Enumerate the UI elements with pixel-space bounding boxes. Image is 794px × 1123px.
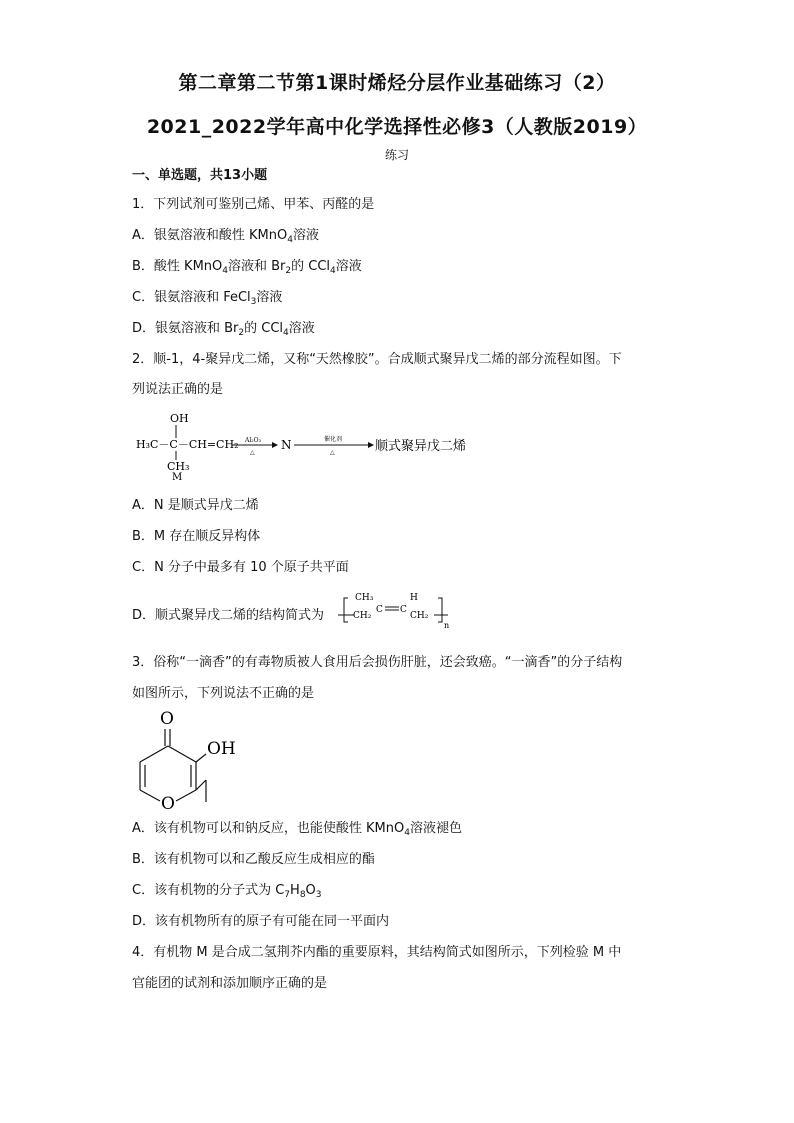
q3-option-c [132, 879, 322, 898]
q3-a-sub: 4 [404, 828, 410, 838]
mol-bond-c6-o [140, 790, 160, 801]
q1-b-text: B．酸性 KMnO [132, 259, 223, 274]
bracket-right [438, 598, 442, 622]
q1-option-c [132, 286, 282, 305]
poly-ch2-right: CH₂ [410, 611, 429, 621]
scheme-arrowhead-1 [272, 442, 278, 448]
q1-d-text3: 溶液 [288, 321, 315, 336]
q1-a-text: A．银氨溶液和酸性 KMnO [132, 228, 288, 243]
poly-c1: C [376, 605, 383, 615]
q2-option-c: C．N 分子中最多有 10 个原子共平面 [132, 560, 349, 575]
q1-b-sub1: 4 [222, 266, 228, 276]
q1-option-a [132, 224, 319, 243]
q1-d-sub2: 4 [283, 328, 289, 338]
q3-c-sub2: 8 [299, 890, 306, 900]
q4-stem-line-2: 官能团的试剂和添加顺序正确的是 [132, 976, 328, 991]
mol-oh: OH [207, 739, 236, 759]
q3-option-d: D．该有机物所有的原子有可能在同一平面内 [132, 914, 390, 929]
q3-stem-line-1: 3．俗称“一滴香”的有毒物质被人食用后会损伤肝脏，还会致癌。“一滴香”的分子结构 [132, 655, 623, 670]
scheme-arrow2-bottom: △ [330, 449, 335, 456]
q1-b-sub3: 4 [330, 266, 336, 276]
scheme-m-label: M [172, 472, 183, 480]
q1-option-d [132, 317, 315, 336]
mol-bond-methyl-1 [196, 780, 206, 790]
q3-c-text2: H [290, 883, 300, 898]
poly-ch2-left: CH₂ [353, 611, 372, 621]
q1-a-sub: 4 [287, 235, 293, 245]
scheme-n: N [281, 438, 292, 452]
scheme-chain: H₃C－C－CH=CH₂ [136, 438, 239, 451]
scheme-arrow1-top: Al₂O₃ [245, 437, 261, 444]
mol-o-top: O [160, 709, 174, 729]
q1-stem: 1．下列试剂可鉴别己烯、甲苯、丙醛的是 [132, 197, 375, 212]
q1-c-text: C．银氨溶液和 FeCl [132, 290, 251, 305]
scheme-ch3: CH₃ [167, 460, 190, 473]
q3-stem-line-2: 如图所示，下列说法不正确的是 [132, 686, 315, 701]
q1-d-text2: 的 CCl [244, 321, 284, 336]
q1-c-text2: 溶液 [256, 290, 283, 305]
q2-stem-line-2: 列说法正确的是 [132, 382, 224, 397]
q3-option-b: B．该有机物可以和乙酸反应生成相应的酯 [132, 852, 375, 867]
mol-o-ring: O [161, 794, 175, 814]
section-heading: 一、单选题，共13小题 [132, 168, 268, 183]
q2-polymer-structure [338, 588, 458, 632]
subtitle: 练习 [384, 148, 409, 162]
q3-molecule-structure [128, 704, 258, 814]
title-line-1: 第二章第二节第1课时烯烃分层作业基础练习（2） [178, 72, 616, 94]
poly-n: n [444, 621, 450, 630]
q2-option-d: D．顺式聚异戊二烯的结构简式为 [132, 608, 325, 623]
q2-reaction-scheme [132, 408, 492, 480]
scheme-product: 顺式聚异戊二烯 [375, 439, 467, 454]
q3-c-sub1: 7 [284, 890, 291, 900]
mol-bond-c3-c4 [168, 746, 196, 762]
poly-ch3: CH₃ [355, 593, 374, 603]
scheme-oh: OH [170, 412, 189, 425]
q4-stem-line-1: 4．有机物 M 是合成二氢荆芥内酯的重要原料，其结构简式如图所示，下列检验 M 中 [132, 945, 622, 960]
mol-bond-c3-oh [196, 754, 206, 762]
q2-stem-line-1: 2．顺-1，4-聚异戊二烯，又称“天然橡胶”。合成顺式聚异戊二烯的部分流程如图。下 [132, 352, 622, 367]
poly-c2: C [400, 605, 407, 615]
q1-a-text2: 溶液 [292, 228, 319, 243]
scheme-arrow1-bottom: △ [250, 449, 255, 456]
scheme-arrowhead-2 [368, 442, 374, 448]
scheme-arrow2-top: 催化剂 [324, 436, 343, 443]
q3-option-a [132, 817, 462, 836]
q1-d-text: D．银氨溶液和 Br [132, 321, 239, 336]
q1-d-sub1: 2 [238, 328, 245, 338]
mol-bond-o-c2 [176, 790, 196, 801]
q3-c-text: C．该有机物的分子式为 C [132, 883, 285, 898]
q1-b-sub2: 2 [285, 266, 292, 276]
q3-c-text3: O [305, 883, 316, 898]
q1-option-b [132, 255, 362, 274]
q1-b-text2: 溶液和 Br [228, 259, 286, 274]
q1-b-text4: 溶液 [335, 259, 362, 274]
q2-option-b: B．M 存在顺反异构体 [132, 529, 261, 544]
q3-c-sub3: 3 [315, 890, 322, 900]
mol-bond-c4-c5 [140, 746, 168, 762]
q1-b-text3: 的 CCl [291, 259, 331, 274]
q2-option-a: A．N 是顺式异戊二烯 [132, 498, 259, 513]
title-line-2: 2021_2022学年高中化学选择性必修3（人教版2019） [146, 116, 648, 138]
poly-h: H [410, 593, 418, 603]
q1-c-sub: 3 [250, 297, 257, 307]
q3-a-text: A．该有机物可以和钠反应，也能使酸性 KMnO [132, 821, 405, 836]
q3-a-text2: 溶液褪色 [409, 821, 462, 836]
bracket-left [344, 598, 348, 622]
